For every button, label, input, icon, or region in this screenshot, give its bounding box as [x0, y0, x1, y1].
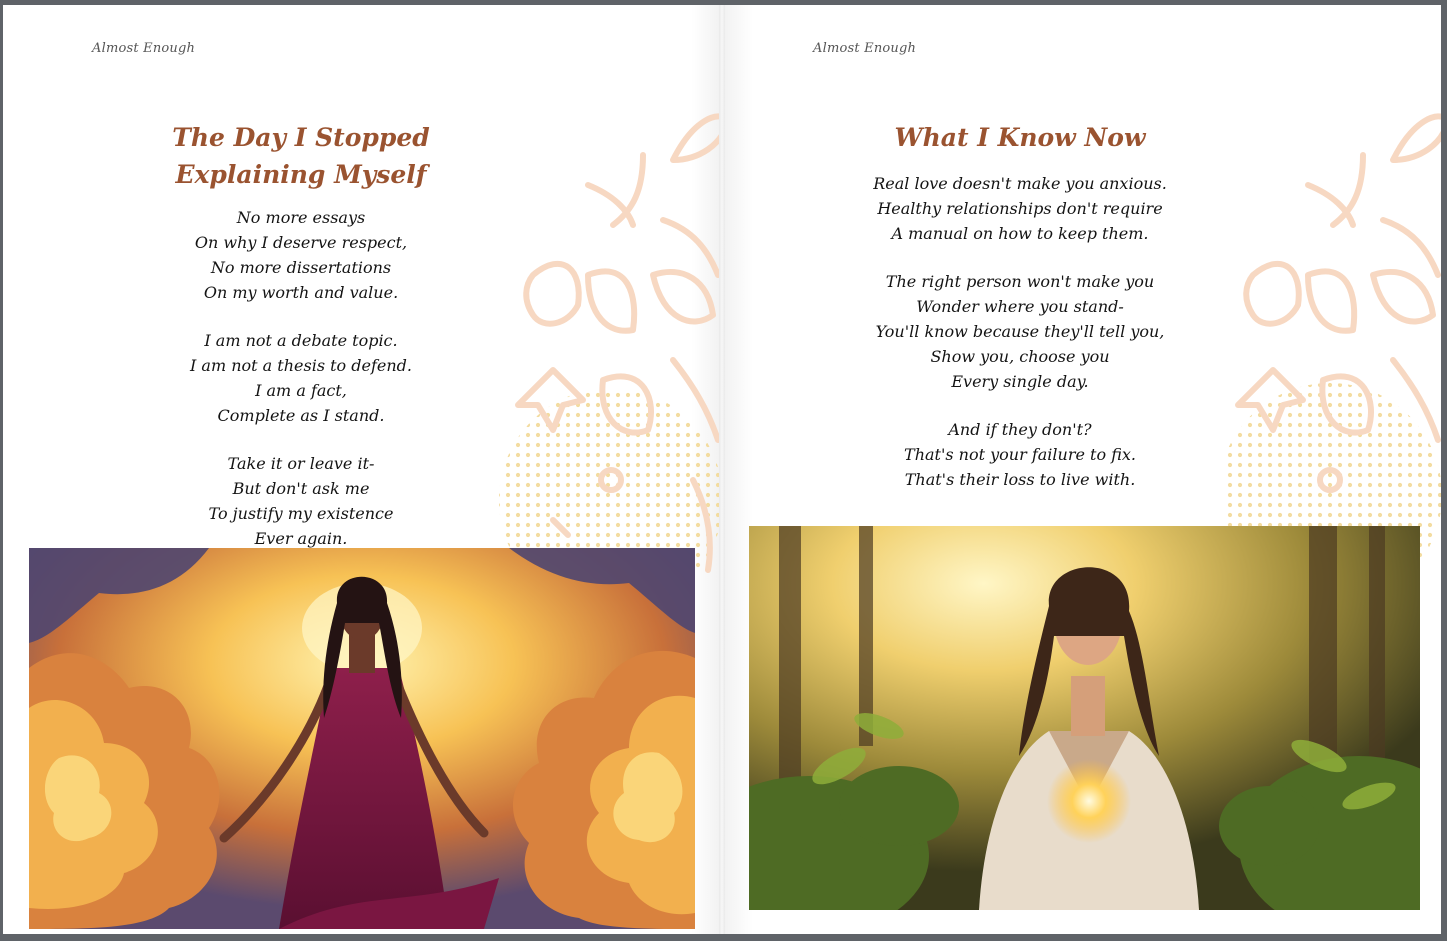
woman-in-clouds-illustration: [29, 548, 695, 929]
poem-line: Complete as I stand.: [217, 406, 385, 425]
leaf-decoration-icon: [493, 100, 719, 620]
poem-line: You'll know because they'll tell you,: [875, 322, 1165, 341]
poem-line: The right person won't make you: [885, 272, 1155, 291]
stanza-1: [93, 205, 509, 305]
poem-line: I am not a thesis to defend.: [190, 356, 412, 375]
poem-line: Real love doesn't make you anxious.: [873, 174, 1167, 193]
left-page: [3, 5, 719, 934]
poem-line: I am not a debate topic.: [204, 331, 398, 350]
poem-line: And if they don't?: [948, 420, 1092, 439]
poem-line: Healthy relationships don't require: [877, 199, 1163, 218]
poem-line: That's their loss to live with.: [904, 470, 1136, 489]
woman-in-forest-illustration: [749, 526, 1420, 910]
running-head: Almost Enough: [813, 41, 917, 56]
poem-line: Show you, choose you: [930, 347, 1110, 366]
poem-line: Take it or leave it-: [227, 454, 375, 473]
poem-title: The Day I Stopped Explaining Myself: [172, 123, 430, 189]
stanza-2: [93, 328, 509, 428]
poem-line: No more essays: [236, 208, 366, 227]
poem: [93, 119, 509, 574]
book-spread: [3, 5, 1441, 934]
stanza-3: [93, 451, 509, 551]
poem-line: A manual on how to keep them.: [891, 224, 1149, 243]
poem-line: To justify my existence: [208, 504, 394, 523]
poem-line: Ever again.: [254, 529, 348, 548]
poem-line: I am a fact,: [255, 381, 347, 400]
poem-line: On my worth and value.: [203, 283, 399, 302]
right-page: [725, 5, 1441, 934]
poem-line: No more dissertations: [210, 258, 392, 277]
poem: [810, 119, 1230, 515]
poem-line: Wonder where you stand-: [916, 297, 1124, 316]
running-head: Almost Enough: [92, 41, 196, 56]
stanza-2: [810, 269, 1230, 394]
stanza-1: [810, 171, 1230, 246]
poem-line: That's not your failure to fix.: [904, 445, 1136, 464]
poem-line: But don't ask me: [232, 479, 370, 498]
poem-line: Every single day.: [951, 372, 1089, 391]
poem-line: On why I deserve respect,: [194, 233, 408, 252]
poem-title: What I Know Now: [894, 123, 1146, 152]
stanza-3: [810, 417, 1230, 492]
